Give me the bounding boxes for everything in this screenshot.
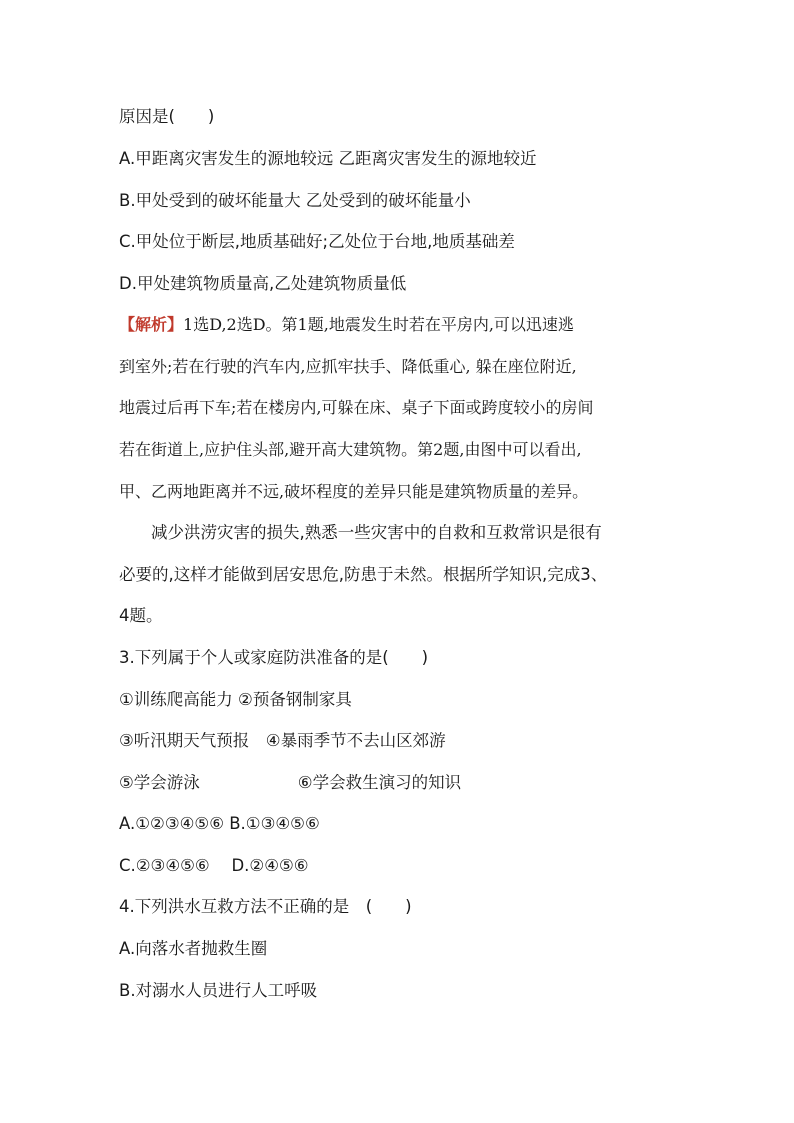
question-3-options-ab: A.①②③④⑤⑥ B.①③④⑤⑥: [119, 814, 320, 833]
question-3-options-cd: C.②③④⑤⑥ D.②④⑤⑥: [119, 856, 309, 875]
question-2-option-a: A.甲距离灾害发生的源地较远 乙距离灾害发生的源地较近: [119, 149, 537, 168]
question-4-option-b: B.对溺水人员进行人工呼吸: [119, 981, 318, 1000]
question-3-item-5: ⑤学会游泳: [119, 773, 200, 792]
question-2-stem-end: 原因是( ): [119, 107, 215, 126]
analysis-line-1: [119, 315, 694, 335]
question-4-stem: 4.下列洪水互救方法不正确的是 ( ): [119, 897, 412, 916]
question-2-option-c: C.甲处位于断层,地质基础好;乙处位于台地,地质基础差: [119, 232, 515, 251]
analysis-line-3: 地震过后再下车;若在楼房内,可躲在床、桌子下面或跨度较小的房间: [119, 398, 594, 417]
analysis-tag: 【解析】: [119, 315, 184, 334]
question-4-option-a: A.向落水者抛救生圈: [119, 939, 268, 958]
question-2-option-d: D.甲处建筑物质量高,乙处建筑物质量低: [119, 274, 407, 293]
question-3-items-1-2: ①训练爬高能力 ②预备钢制家具: [119, 690, 352, 709]
intro-line-1: 减少洪涝灾害的损失,熟悉一些灾害中的自救和互救常识是很有: [151, 523, 602, 542]
analysis-line-5: 甲、乙两地距离并不远,破坏程度的差异只能是建筑物质量的差异。: [119, 482, 589, 501]
analysis-line-4: 若在街道上,应护住头部,避开高大建筑物。第2题,由图中可以看出,: [119, 440, 582, 459]
question-3-stem: 3.下列属于个人或家庭防洪准备的是( ): [119, 648, 429, 667]
analysis-text: 1选D,2选D。第1题,地震发生时若在平房内,可以迅速逃: [183, 315, 574, 334]
question-3-item-6: ⑥学会救生演习的知识: [297, 773, 462, 792]
question-3-items-5-6: [119, 773, 694, 793]
question-3-items-3-4: ③听汛期天气预报 ④暴雨季节不去山区郊游: [119, 731, 446, 750]
analysis-line-2: 到室外;若在行驶的汽车内,应抓牢扶手、降低重心, 躲在座位附近,: [119, 357, 577, 376]
intro-line-2: 必要的,这样才能做到居安思危,防患于未然。根据所学知识,完成3、: [119, 565, 608, 584]
question-2-option-b: B.甲处受到的破坏能量大 乙处受到的破坏能量小: [119, 191, 471, 210]
intro-line-3: 4题。: [119, 606, 163, 625]
